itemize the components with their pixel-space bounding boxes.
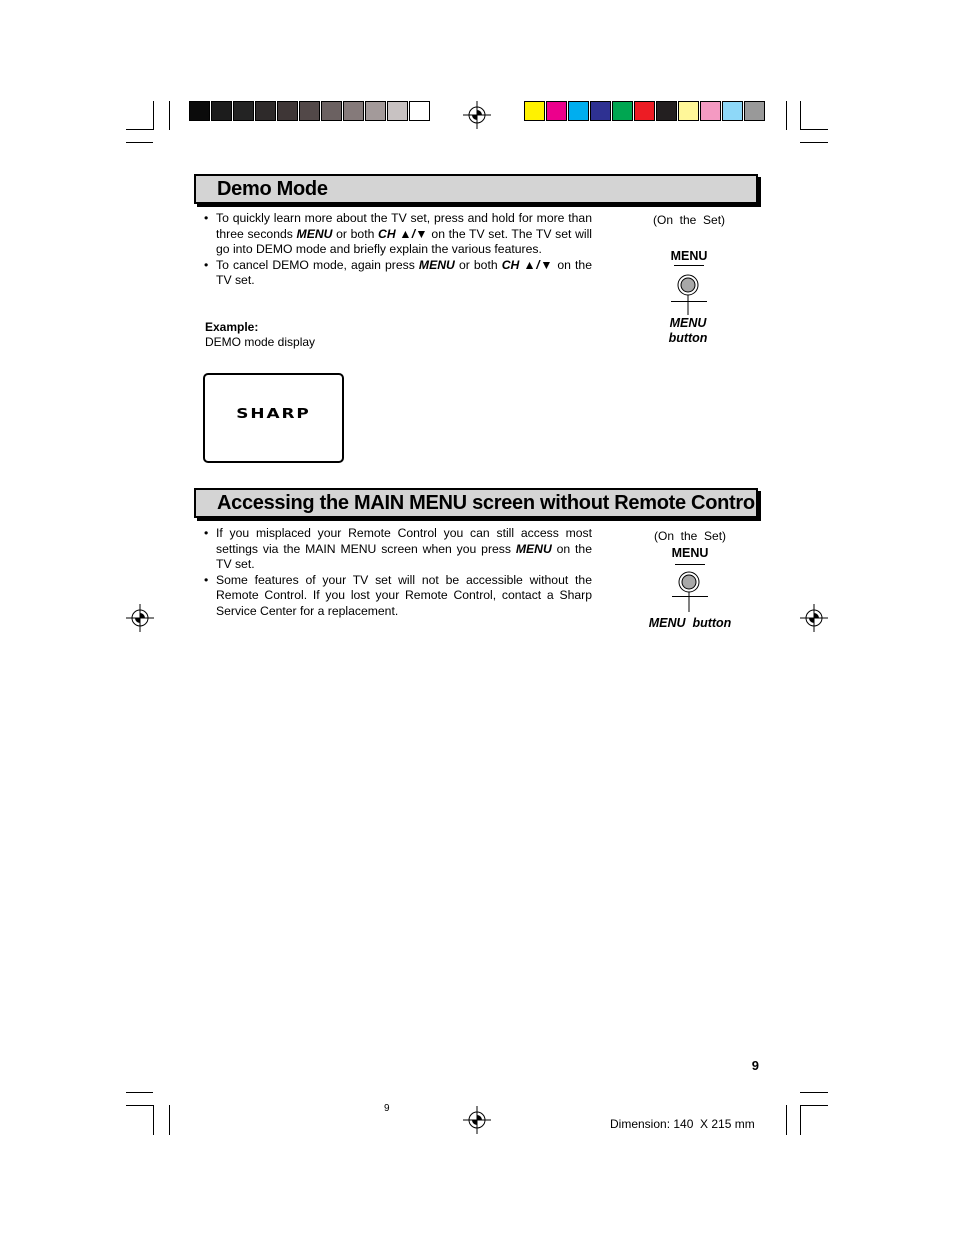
on-set-note: (On the Set)	[653, 213, 726, 227]
gray-swatch	[365, 101, 386, 121]
color-swatch	[744, 101, 765, 121]
gray-swatch	[409, 101, 430, 121]
gray-swatch	[299, 101, 320, 121]
registration-target-bottom	[463, 1106, 491, 1134]
color-swatch	[524, 101, 545, 121]
menu-button-caption: MENU button	[668, 316, 708, 345]
on-set-note: (On the Set)	[654, 529, 727, 543]
color-swatch	[656, 101, 677, 121]
demo-screen-illustration	[203, 373, 344, 463]
registration-target-top	[463, 101, 491, 129]
gray-swatch	[387, 101, 408, 121]
example-caption: DEMO mode display	[205, 335, 316, 349]
color-swatch	[700, 101, 721, 121]
sharp-logo: SHARP	[236, 407, 311, 422]
color-swatch	[546, 101, 567, 121]
dimension-note: Dimension: 140 X 215 mm	[610, 1117, 755, 1131]
channel-keyword: CH ▲/▼	[378, 226, 428, 241]
access-menu-title: Accessing the MAIN MENU screen without Remote Control	[217, 492, 761, 514]
channel-keyword: CH ▲/▼	[501, 257, 554, 272]
menu-keyword: MENU	[515, 541, 552, 556]
gray-scale-bar	[189, 101, 431, 121]
access-menu-bullets	[202, 526, 592, 620]
color-swatch	[634, 101, 655, 121]
gray-swatch	[233, 101, 254, 121]
access-bullet-features: • Some features of your TV set will not be accessible without the Remote Control. If you lost your Remote Control, contact a Sharp Service Center for a replacement.	[202, 573, 592, 620]
color-swatch	[590, 101, 611, 121]
color-calibration-bar	[524, 101, 766, 121]
color-swatch	[722, 101, 743, 121]
demo-bullet-cancel: • To cancel DEMO mode, again press MENU or both CH ▲/▼ on the TV set.	[202, 258, 592, 289]
page-number: 9	[751, 1058, 759, 1073]
menu-button-icon	[671, 564, 709, 614]
menu-button-caption: MENU button	[648, 616, 732, 630]
menu-label: MENU	[671, 546, 709, 560]
menu-keyword: MENU	[418, 257, 455, 272]
menu-label: MENU	[670, 249, 708, 263]
demo-mode-header	[194, 174, 758, 204]
gray-swatch	[255, 101, 276, 121]
menu-button-icon	[670, 265, 708, 315]
color-swatch	[612, 101, 633, 121]
registration-target-right	[800, 604, 828, 632]
gray-swatch	[321, 101, 342, 121]
gray-swatch	[211, 101, 232, 121]
print-page-number: 9	[384, 1103, 390, 1114]
color-swatch	[678, 101, 699, 121]
demo-bullet-start: • To quickly learn more about the TV set, press and hold for more than three seconds MENU or both CH ▲/▼ on the TV set. The TV set will go into DEMO mode and briefly explain the various features.	[202, 211, 592, 258]
gray-swatch	[277, 101, 298, 121]
demo-mode-title: Demo Mode	[217, 178, 328, 200]
access-menu-header	[194, 488, 761, 518]
registration-target-left	[126, 604, 154, 632]
gray-swatch	[343, 101, 364, 121]
demo-mode-bullets	[202, 211, 592, 289]
access-bullet-misplaced: • If you misplaced your Remote Control you can still access most settings via the MAIN MENU screen when you press MENU on the TV set.	[202, 526, 592, 573]
example-label: Example:	[205, 320, 259, 334]
menu-keyword: MENU	[296, 226, 333, 241]
gray-swatch	[189, 101, 210, 121]
color-swatch	[568, 101, 589, 121]
